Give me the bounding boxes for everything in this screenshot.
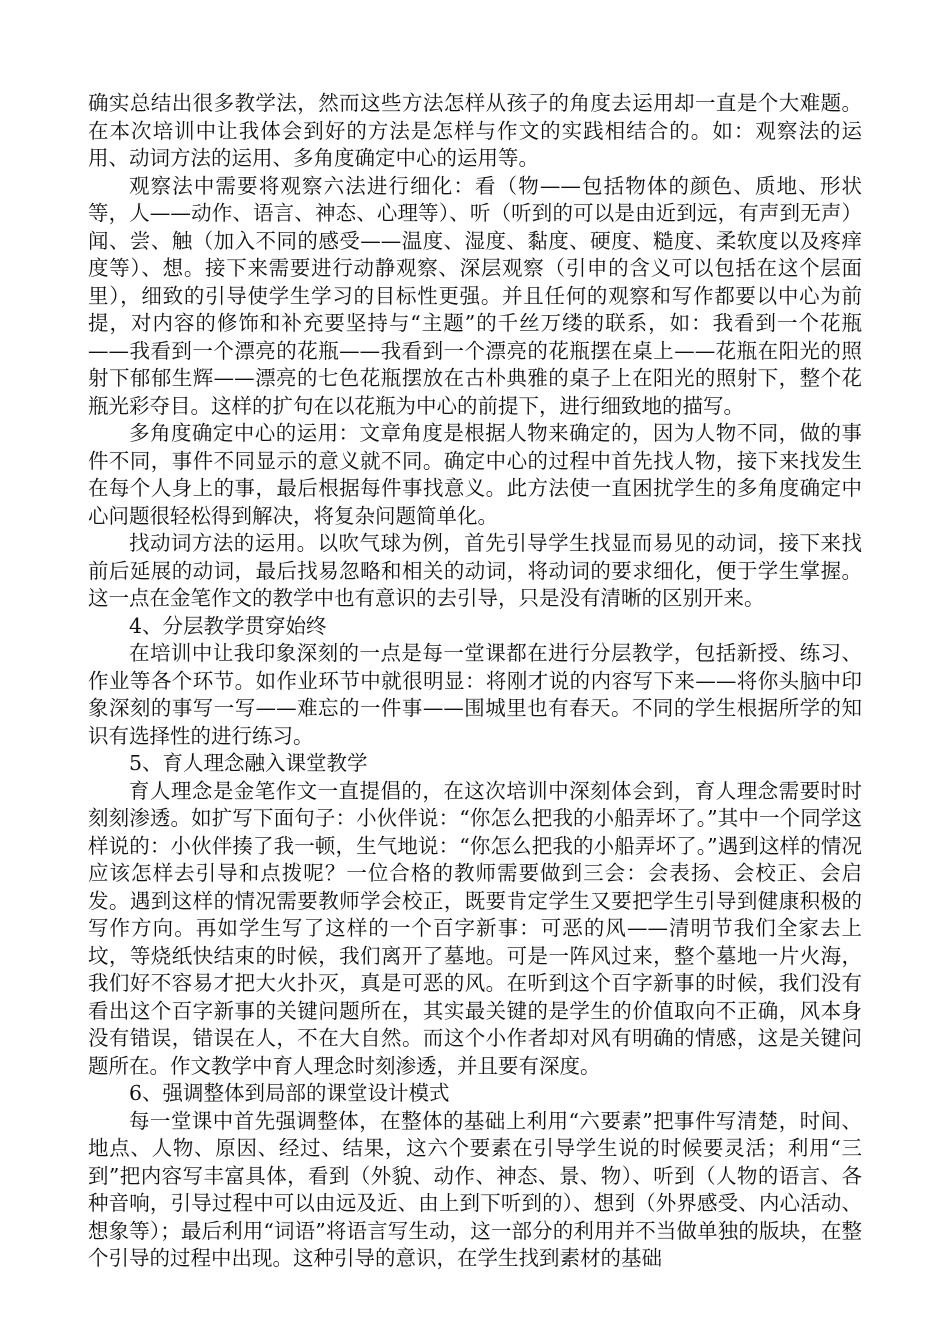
paragraph-whole-to-part: 每一堂课中首先强调整体，在整体的基础上利用“六要素”把事件写清楚，时间、地点、人物、原因、经过、结果，这六个要素在引导学生说的时候要灵活；利用“三到”把内容写丰富具体，看到（外貌、动作、神态、景、物）、听到（人物的语言、各种音响，引导过程中可以由远及近、由上到下听到的）、想到（外界感受、内心活动、想象等）；最后利用“词语”将语言写生动，这一部分的利用并不当做单独的版块，在整个引导的过程中出现。这种引导的意识，在学生找到素材的基础 — [88, 1108, 862, 1270]
paragraph-observation-method: 观察法中需要将观察六法进行细化：看（物——包括物体的颜色、质地、形状等，人——动作、语言、神态、心理等）、听（听到的可以是由近到远，有声到无声）闻、尝、触（加入不同的感受——温度、湿度、黏度、硬度、糙度、柔软度以及疼痒度等）、想。接下来需要进行动静观察、深层观察（引申的含义可以包括在这个层面里），细致的引导使学生学习的目标性更强。并且任何的观察和写作都要以中心为前提，对内容的修饰和补充要坚持与“主题”的千丝万缕的联系，如：我看到一个花瓶——我看到一个漂亮的花瓶——我看到一个漂亮的花瓶摆在桌上——花瓶在阳光的照射下郁郁生辉——漂亮的七色花瓶摆放在古朴典雅的桌子上在阳光的照射下，整个花瓶光彩夺目。这样的扩句在以花瓶为中心的前提下，进行细致地的描写。 — [88, 173, 862, 418]
section-heading-5: 5、育人理念融入课堂教学 — [129, 751, 368, 775]
paragraph-multi-angle-center: 多角度确定中心的运用：文章角度是根据人物来确定的，因为人物不同，做的事件不同，事件不同显示的意义就不同。确定中心的过程中首先找人物，接下来找发生在每个人身上的事，最后根据每件事找意义。此方法使一直困扰学生的多角度确定中心问题很轻松得到解决，将复杂问题简单化。 — [88, 421, 862, 528]
paragraph-education-concept: 育人理念是金笔作文一直提倡的，在这次培训中深刻体会到，育人理念需要时时刻刻渗透。如扩写下面句子：小伙伴说：“你怎么把我的小船弄坏了。”其中一个同学这样说的：小伙伴揍了我一顿，生气地说：“你怎么把我的小船弄坏了。”遇到这样的情况应该怎样去引导和点拨呢？一位合格的教师需要做到三会：会表扬、会校正、会启发。遇到这样的情况需要教师学会校正，既要肯定学生又要把学生引导到健康积极的写作方向。再如学生写了这样的一个百字新事：可恶的风——清明节我们全家去上坟，等烧纸快结束的时候，我们离开了墓地。可是一阵风过来，整个墓地一片火海，我们好不容易才把大火扑灭，真是可恶的风。在听到这个百字新事的时候，我们没有看出这个百字新事的关键问题所在，其实最关键的是学生的价值取向不正确，风本身没有错误，错误在人，不在大自然。而这个小作者却对风有明确的情感，这是关键问题所在。作文教学中育人理念时刻渗透，并且要有深度。 — [88, 778, 862, 1078]
paragraph-verb-method: 找动词方法的运用。以吹气球为例，首先引导学生找显而易见的动词，接下来找前后延展的动词，最后找易忽略和相关的动词，将动词的要求细化，便于学生掌握。这一点在金笔作文的教学中也有意识的去引导，只是没有清晰的区别开来。 — [88, 531, 862, 610]
paragraph-methods-summary: 确实总结出很多教学法，然而这些方法怎样从孩子的角度去运用却一直是个大难题。在本次培训中让我体会到好的方法是怎样与作文的实践相结合的。如：观察法的运用、动词方法的运用、多角度确定中心的运用等。 — [88, 91, 862, 170]
paragraph-layered-teaching: 在培训中让我印象深刻的一点是每一堂课都在进行分层教学，包括新授、练习、作业等各个环节。如作业环节中就很明显：将刚才说的内容写下来——将你头脑中印象深刻的事写一写——难忘的一件事——围城里也有春天。不同的学生根据所学的知识有选择性的进行练习。 — [88, 641, 862, 748]
section-heading-6: 6、强调整体到局部的课堂设计模式 — [129, 1081, 450, 1105]
section-heading-4: 4、分层教学贯穿始终 — [129, 613, 327, 638]
